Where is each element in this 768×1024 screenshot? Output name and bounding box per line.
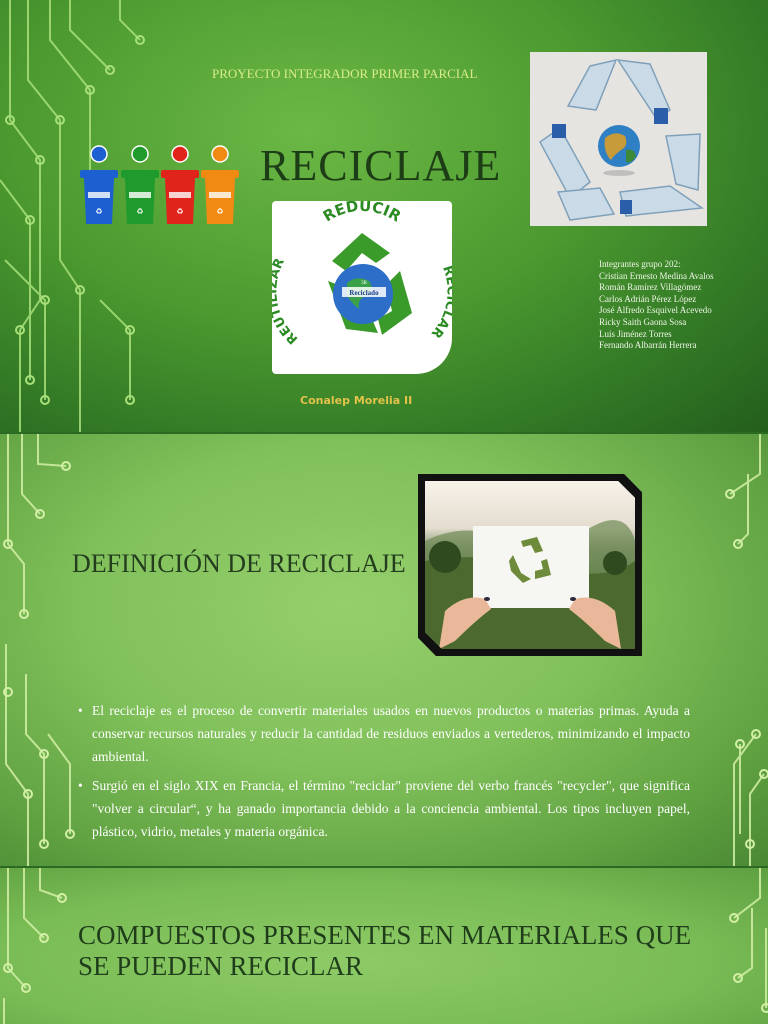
svg-text:♻: ♻ xyxy=(216,207,224,216)
project-subtitle: PROYECTO INTEGRADOR PRIMER PARCIAL xyxy=(212,66,478,81)
recycle-paper-photo xyxy=(418,474,642,656)
section-title: DEFINICIÓN DE RECICLAJE xyxy=(72,549,406,578)
logo-reducir: REDUCIR xyxy=(319,201,405,226)
circuit-decoration-left xyxy=(0,868,80,1024)
page-title: RECICLAJE xyxy=(260,141,502,190)
member-name: José Alfredo Esquivel Acevedo xyxy=(599,305,712,316)
members-heading: Integrantes grupo 202: xyxy=(599,259,681,269)
circuit-decoration-right xyxy=(690,434,768,866)
member-name: Carlos Adrián Pérez López xyxy=(599,293,697,304)
svg-text:♻: ♻ xyxy=(176,207,184,216)
reduce-reuse-recycle-logo xyxy=(272,201,452,374)
school-name: Conalep Morelia II xyxy=(300,394,413,407)
definition-bullets xyxy=(78,699,690,849)
logo-reutilizar: REU xyxy=(272,313,302,347)
bin-orange xyxy=(201,146,239,224)
recycling-bins-image xyxy=(76,142,244,228)
svg-text:♻: ♻ xyxy=(95,207,103,216)
team-members xyxy=(599,259,714,352)
svg-text:REUTILIZAR xyxy=(272,256,301,347)
svg-text:REDUCIR xyxy=(320,201,405,226)
slide-compounds xyxy=(0,868,768,1024)
bin-blue xyxy=(80,146,118,224)
logo-center-text: Reciclado xyxy=(349,289,379,297)
svg-text:RECICLAR xyxy=(428,264,452,341)
section-title: COMPUESTOS PRESENTES EN MATERIALES QUE SE PUEDEN RECICLAR xyxy=(78,920,692,981)
member-name: Luis Jiménez Torres xyxy=(599,328,672,339)
slide-title xyxy=(0,0,768,432)
circuit-decoration-left xyxy=(0,434,90,866)
bottles-globe-image xyxy=(530,52,707,226)
member-name: Ricky Saith Gaona Sosa xyxy=(599,316,687,327)
bullet-item: • Surgió en el siglo XIX en Francia, el término "reciclar" proviene del verbo francés "recycler", que significa "volver a circular“, y ha ganado importancia debido a la conciencia ambiental. Los tipos incluyen papel, plástico, vidrio, metales y materia orgánica. xyxy=(92,774,690,843)
slide-definition xyxy=(0,434,768,866)
svg-text:♻: ♻ xyxy=(136,207,144,216)
logo-center-top-text: 3R xyxy=(361,281,367,286)
member-name: Román Ramírez Villagómez xyxy=(599,282,702,293)
member-name: Fernando Albarrán Herrera xyxy=(599,340,697,351)
bullet-item: • El reciclaje es el proceso de convertir materiales usados en nuevos productos o materias primas. Ayuda a conservar recursos naturales y reducir la cantidad de residuos enviados a vertederos, minimizando el impacto ambiental. xyxy=(92,699,690,768)
circuit-decoration-right xyxy=(700,868,768,1024)
bin-red xyxy=(161,146,199,224)
bin-green xyxy=(121,146,159,224)
logo-reciclar: AR xyxy=(427,315,452,341)
member-name: Cristian Ernesto Medina Avalos xyxy=(599,270,714,281)
